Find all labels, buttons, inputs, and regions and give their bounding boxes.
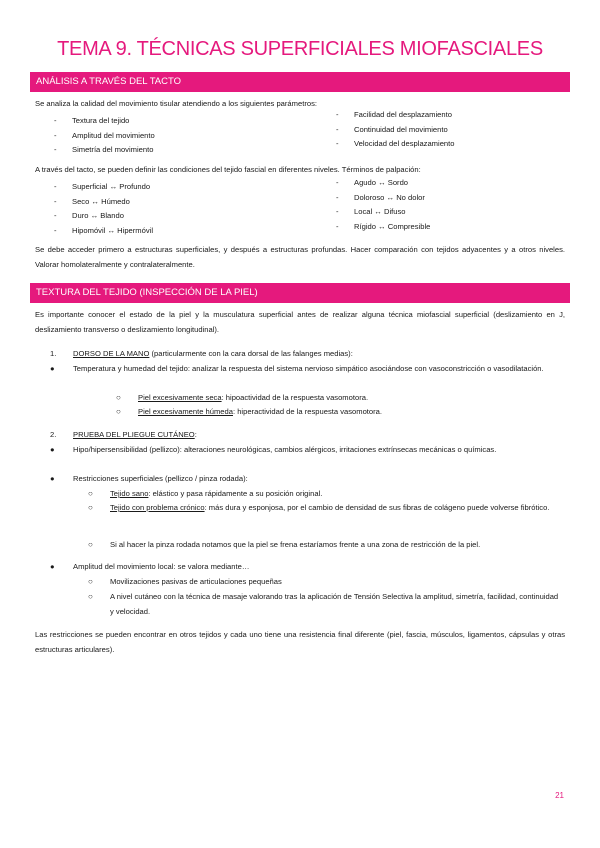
bullet-temperatura xyxy=(50,361,563,376)
param-item: Facilidad del desplazamiento xyxy=(354,110,452,119)
bullet-mark: ● xyxy=(50,364,55,373)
bullet-amplitud xyxy=(50,559,563,574)
term-item: Hipomóvil ↔ Hipermóvil xyxy=(72,225,154,235)
sub-item-pinza-rodada xyxy=(88,537,563,552)
bullet-text: Temperatura y humedad del tejido: analizar la respuesta del sistema nervioso simpático asociándose con vasoconstricción o vasodilatación. xyxy=(73,364,544,373)
section1-intro: Se analiza la calidad del movimiento tisular atendiendo a los siguientes parámetros: xyxy=(35,99,317,108)
numbered-item-1 xyxy=(50,346,563,361)
sub-item-text: : más dura y esponjosa, por el cambio de densidad de sus fibras de colágeno puede volverse fibrótico. xyxy=(204,503,550,512)
sub-item-text: : hiperactividad de la respuesta vasomotora. xyxy=(232,407,382,416)
bullet-text: Hipo/hipersensibilidad (pellizco): alteraciones neurológicas, cambios alérgicos, irritaciones extrínsecas mecánicas o químicas. xyxy=(73,445,497,454)
term-item: Doloroso ↔ No dolor xyxy=(354,192,425,202)
section-header-analisis: ANÁLISIS A TRAVÉS DEL TACTO xyxy=(30,72,570,92)
param-item: Amplitud del movimiento xyxy=(72,130,155,140)
bullet-mark: ● xyxy=(50,474,55,483)
term-item: Agudo ↔ Sordo xyxy=(354,178,409,187)
param-list-right: - Facilidad del desplazamiento - Continuidad del movimiento - Velocidad del desplazamiento xyxy=(336,110,455,148)
section2-closing: Las restricciones se pueden encontrar en otros tejidos y cada uno tiene una resistencia final diferente (piel, fascia, músculos, ligamentos, cápsulas y otras estructuras articulares). xyxy=(35,630,565,654)
sub-item-piel-humeda xyxy=(116,404,563,419)
section1-closing: Se debe acceder primero a estructuras superficiales, y después a estructuras profundas. Hacer comparación con tejidos adyacentes y a otros niveles. Valorar homolateralmente y contralateralmente. xyxy=(35,245,565,269)
term-item: Local ↔ Difuso xyxy=(354,207,406,216)
param-item: Velocidad del desplazamiento xyxy=(354,139,455,148)
sub-item-text: : elástico y pasa rápidamente a su posición original. xyxy=(148,489,323,498)
sub-item-nivel-cutaneo xyxy=(88,589,563,619)
param-item: Continuidad del movimiento xyxy=(354,124,448,134)
terms-list-right: - Agudo ↔ Sordo - Doloroso ↔ No dolor - Local ↔ Difuso - Rígido ↔ Compresible xyxy=(336,178,431,231)
item-heading: PRUEBA DEL PLIEGUE CUTÁNEO xyxy=(73,430,195,439)
palpation-intro: A través del tacto, se pueden definir las condiciones del tejido fascial en diferentes niveles. Términos de palpación: xyxy=(35,165,421,174)
item-heading: DORSO DE LA MANO xyxy=(73,349,150,358)
sub-item-text: A nivel cutáneo con la técnica de masaje valorando tras la aplicación de Tensión Selectiva la amplitud, simetría, facilidad, continuidad y velocidad. xyxy=(110,592,559,616)
sub-item-text: : hipoactividad de la respuesta vasomotora. xyxy=(221,393,369,402)
term-item: Seco ↔ Húmedo xyxy=(72,196,130,206)
sub-item-piel-seca xyxy=(116,390,563,405)
bullet-text: Amplitud del movimiento local: se valora mediante… xyxy=(73,562,250,571)
circle-mark: ○ xyxy=(116,407,121,416)
circle-mark: ○ xyxy=(116,393,121,402)
item-heading-rest: (particularmente con la cara dorsal de las falanges medias): xyxy=(149,349,353,358)
param-item: Textura del tejido xyxy=(72,116,130,125)
terms-list-left: - Superficial ↔ Profundo - Seco ↔ Húmedo - Duro ↔ Blando - Hipomóvil ↔ Hipermóvil xyxy=(54,182,154,235)
page-title: TEMA 9. TÉCNICAS SUPERFICIALES MIOFASCIALES xyxy=(57,38,543,60)
term-item: Superficial ↔ Profundo xyxy=(72,182,151,191)
sub-item-tejido-sano xyxy=(88,486,563,501)
term-item: Rígido ↔ Compresible xyxy=(354,221,431,231)
circle-mark: ○ xyxy=(88,489,93,498)
sub-item-movilizaciones xyxy=(88,574,563,589)
item-heading-rest: : xyxy=(194,430,197,439)
section2-intro: Es importante conocer el estado de la piel y la musculatura superficial antes de realizar alguna técnica miofascial superficial (deslizamiento en J, deslizamiento transverso o deslizamiento longitudinal). xyxy=(35,310,565,334)
numbered-item-2 xyxy=(50,427,563,442)
circle-mark: ○ xyxy=(88,503,93,512)
bullet-mark: ● xyxy=(50,562,55,571)
circle-mark: ○ xyxy=(88,592,93,601)
bullet-text: Restricciones superficiales (pellizco / pinza rodada): xyxy=(73,474,248,483)
param-item: Simetría del movimiento xyxy=(72,145,154,154)
sub-item-label: Piel excesivamente húmeda xyxy=(138,407,233,416)
circle-mark: ○ xyxy=(88,540,93,549)
section-header-textura: TEXTURA DEL TEJIDO (INSPECCIÓN DE LA PIEL) xyxy=(30,283,570,303)
sub-item-text: Movilizaciones pasivas de articulaciones pequeñas xyxy=(110,577,282,586)
sub-item-label: Tejido sano xyxy=(110,489,149,498)
param-list-left: - Textura del tejido - Amplitud del movimiento - Simetría del movimiento xyxy=(54,116,155,154)
term-item: Duro ↔ Blando xyxy=(72,211,124,220)
item-number: 1. xyxy=(50,349,57,358)
bullet-mark: ● xyxy=(50,445,55,454)
sub-item-label: Tejido con problema crónico xyxy=(110,503,205,512)
item-number: 2. xyxy=(50,430,57,439)
circle-mark: ○ xyxy=(88,577,93,586)
page-number: 21 xyxy=(555,791,564,800)
bullet-restricciones xyxy=(50,471,563,486)
sub-item-tejido-cronico xyxy=(88,500,563,515)
sub-item-label: Piel excesivamente seca xyxy=(138,393,222,402)
bullet-hipersensibilidad xyxy=(50,442,563,457)
sub-item-text: Si al hacer la pinza rodada notamos que la piel se frena estaríamos frente a una zona de restricción de la piel. xyxy=(110,540,481,549)
